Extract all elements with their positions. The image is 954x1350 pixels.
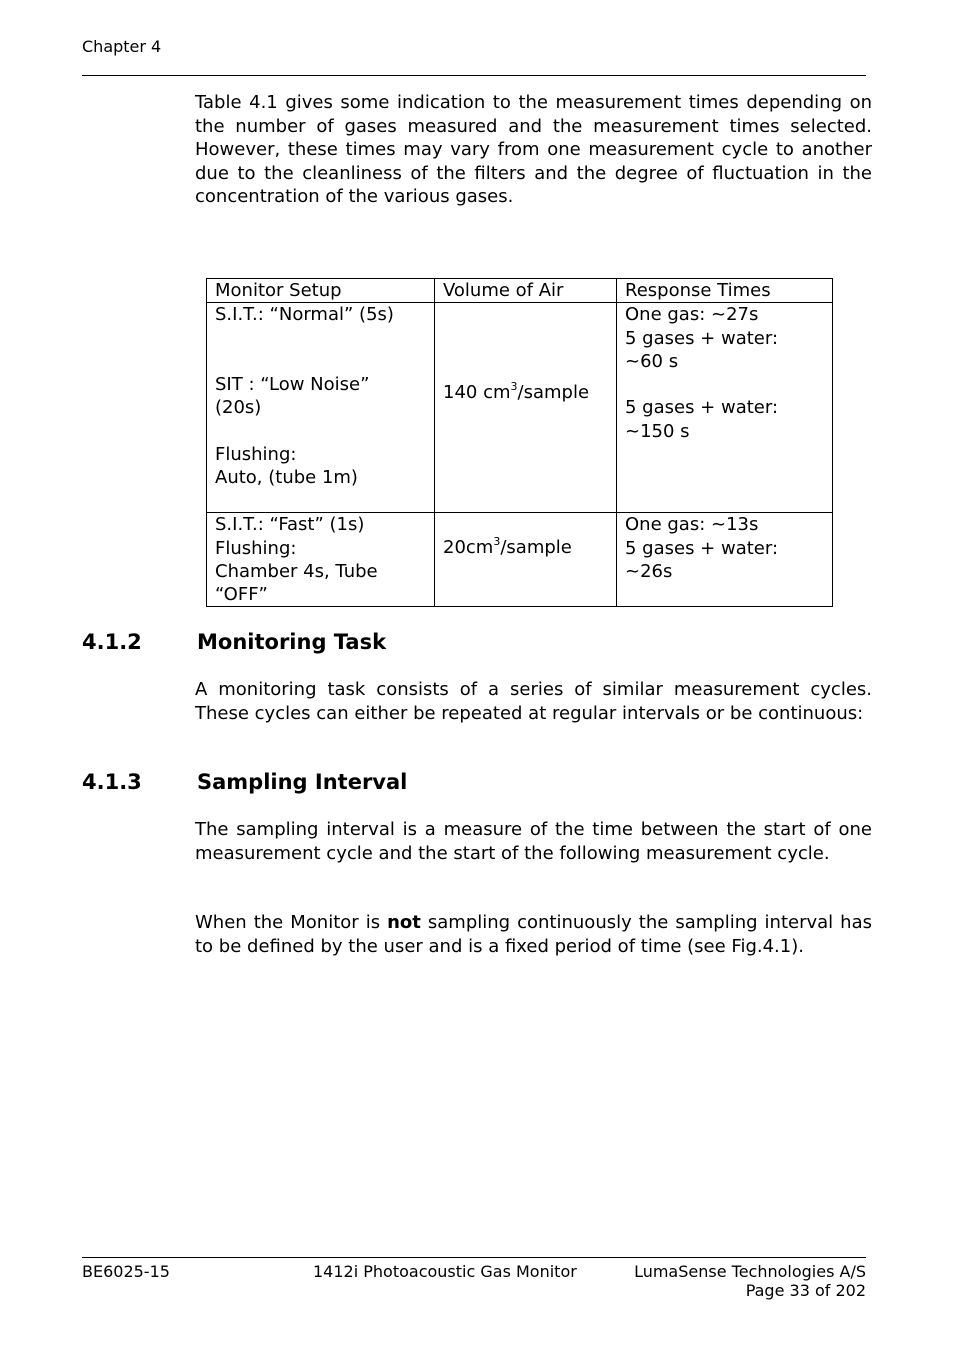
setup-line: “OFF” xyxy=(215,584,268,606)
volume-value: 20cm xyxy=(443,537,494,559)
response-cell xyxy=(617,303,833,513)
table-row xyxy=(207,303,833,513)
header-divider xyxy=(82,75,866,76)
footer-divider xyxy=(82,1257,866,1258)
volume-exponent: 3 xyxy=(493,535,501,549)
footer-page-number: Page 33 of 202 xyxy=(745,1281,866,1300)
setup-line: (20s) xyxy=(215,397,262,419)
chapter-label: Chapter 4 xyxy=(82,37,162,56)
text-run: When the Monitor is xyxy=(195,912,388,933)
intro-paragraph: Table 4.1 gives some indication to the measurement times depending on the number of gases measured and the measurement times selected. However, these times may vary from one measurement cycle to another due to the cleanliness of the filters and the degree of fluctuation in the concentration of the various gases. xyxy=(195,92,872,207)
section-number: 4.1.2 xyxy=(82,630,142,654)
section-heading-sampling-interval xyxy=(82,770,407,794)
table-header-cell: Response Times xyxy=(617,279,833,303)
response-line: ~26s xyxy=(625,560,673,582)
setup-cell xyxy=(207,303,435,513)
response-line: One gas: ~27s xyxy=(625,304,759,326)
volume-exponent: 3 xyxy=(510,380,518,394)
section-heading-monitoring-task xyxy=(82,630,386,654)
section-title: Sampling Interval xyxy=(197,770,408,794)
volume-cell xyxy=(435,513,617,607)
setup-line: S.I.T.: “Normal” (5s) xyxy=(215,304,394,326)
response-line: 5 gases + water: xyxy=(625,397,779,419)
monitoring-task-paragraph: A monitoring task consists of a series of similar measurement cycles. These cycles can either be repeated at regular intervals or be continuous: xyxy=(195,679,872,724)
response-line: ~60 s xyxy=(625,350,679,372)
setup-cell xyxy=(207,513,435,607)
response-line: 5 gases + water: xyxy=(625,537,779,559)
footer-doc-code: BE6025-15 xyxy=(82,1262,170,1281)
table-header-cell: Monitor Setup xyxy=(207,279,435,303)
volume-unit: /sample xyxy=(500,537,572,559)
setup-line: S.I.T.: “Fast” (1s) xyxy=(215,514,365,536)
volume-unit: /sample xyxy=(517,382,590,404)
emphasis-text: not xyxy=(387,912,421,933)
section-number: 4.1.3 xyxy=(82,770,142,794)
footer-product-name: 1412i Photoacoustic Gas Monitor xyxy=(313,1262,577,1281)
response-line: One gas: ~13s xyxy=(625,514,759,536)
volume-value: 140 cm xyxy=(443,382,511,404)
setup-line: SIT : “Low Noise” xyxy=(215,374,370,396)
sampling-interval-paragraph-2 xyxy=(195,911,872,958)
setup-line: Flushing: xyxy=(215,444,297,466)
setup-line: Flushing: xyxy=(215,537,297,559)
table-header-row xyxy=(207,279,833,303)
section-title: Monitoring Task xyxy=(197,630,387,654)
response-line: 5 gases + water: xyxy=(625,327,779,349)
response-cell xyxy=(617,513,833,607)
setup-line: Auto, (tube 1m) xyxy=(215,467,358,489)
footer-company: LumaSense Technologies A/S xyxy=(634,1262,866,1281)
table-row xyxy=(207,513,833,607)
sampling-interval-paragraph: The sampling interval is a measure of the time between the start of one measurement cycle and the start of the following measurement cycle. xyxy=(195,819,872,864)
setup-line: Chamber 4s, Tube xyxy=(215,560,378,582)
table-header-cell: Volume of Air xyxy=(435,279,617,303)
response-line: ~150 s xyxy=(625,420,690,442)
volume-cell xyxy=(435,303,617,513)
measurement-times-table xyxy=(206,278,833,607)
text-run: sampling continuously the sampling interval has to be defined by the user and is a fixed period of time (see Fig.4.1). xyxy=(195,912,872,957)
